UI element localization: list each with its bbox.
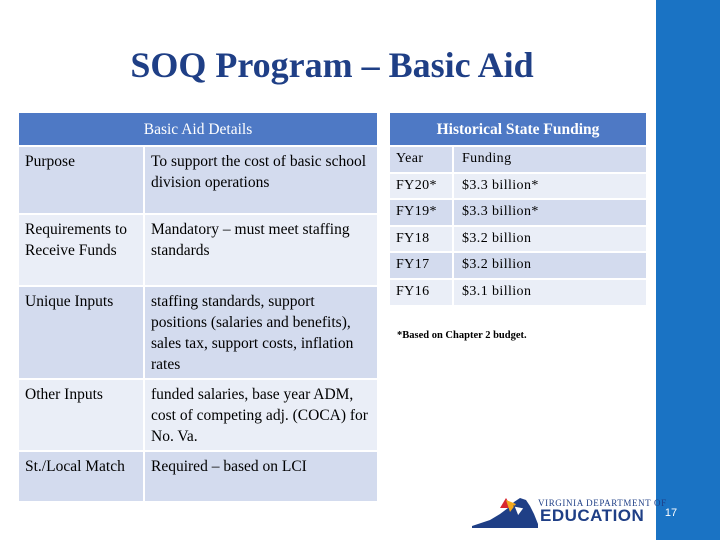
table-row [390, 199, 646, 226]
row-value: staffing standards, support positions (salaries and benefits), sales tax, support costs, inflation rates [144, 286, 377, 379]
vdoe-logo [470, 494, 667, 530]
logo-text-main: EDUCATION [540, 506, 645, 525]
table-row [390, 226, 646, 253]
table-row [19, 214, 377, 286]
row-label: St./Local Match [19, 451, 144, 501]
table-row [390, 252, 646, 279]
basic-aid-table [19, 113, 377, 501]
side-bar [656, 0, 720, 540]
footnote: *Based on Chapter 2 budget. [397, 330, 527, 341]
year-cell: FY16 [390, 279, 453, 306]
row-label: Requirements to Receive Funds [19, 214, 144, 286]
logo-text-top: VIRGINIA DEPARTMENT OF [538, 498, 667, 508]
row-value: Mandatory – must meet staffing standards [144, 214, 377, 286]
year-cell: FY17 [390, 252, 453, 279]
virginia-map-icon [470, 494, 540, 530]
table-row [19, 379, 377, 451]
row-value: To support the cost of basic school division operations [144, 146, 377, 214]
page-title: SOQ Program – Basic Aid [130, 45, 534, 85]
funding-cell: $3.3 billion* [453, 173, 646, 200]
funding-table [390, 113, 646, 305]
row-value: Required – based on LCI [144, 451, 377, 501]
funding-cell: $3.3 billion* [453, 199, 646, 226]
column-header-funding: Funding [453, 146, 646, 173]
page-number: 17 [664, 507, 678, 519]
table-row [19, 451, 377, 501]
column-header-year: Year [390, 146, 453, 173]
funding-table-header: Historical State Funding [390, 113, 646, 146]
year-cell: FY19* [390, 199, 453, 226]
table-row [390, 279, 646, 306]
funding-cell: $3.2 billion [453, 226, 646, 253]
table-header-row [390, 146, 646, 173]
table-row [390, 173, 646, 200]
funding-cell: $3.1 billion [453, 279, 646, 306]
row-label: Unique Inputs [19, 286, 144, 379]
basic-aid-table-header: Basic Aid Details [19, 113, 377, 146]
year-cell: FY18 [390, 226, 453, 253]
row-value: funded salaries, base year ADM, cost of competing adj. (COCA) for No. Va. [144, 379, 377, 451]
table-row [19, 286, 377, 379]
funding-cell: $3.2 billion [453, 252, 646, 279]
row-label: Other Inputs [19, 379, 144, 451]
year-cell: FY20* [390, 173, 453, 200]
table-row [19, 146, 377, 214]
row-label: Purpose [19, 146, 144, 214]
